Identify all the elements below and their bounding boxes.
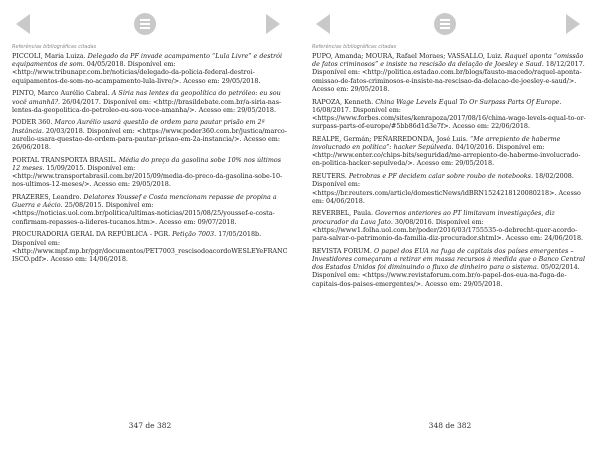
reference-entry — [12, 230, 290, 263]
running-head: Referências bibliográficas citadas — [312, 44, 397, 50]
reference-details: . 16/08/2017. Disponível em: <https://www.forbes.com/sites/kenrapoza/2017/08/16/china-wage-levels-equal-to-or-surpass-parts-of-europe/#5bb86d1d3e7f>. Acesso em: 22/06/2018. — [312, 97, 586, 131]
reference-details: . 15/09/2015. Disponível em: <http://www.transportabrasil.com.br/2015/09/media-do-preco-da-gasolina-sobe-10-nos-ultimos-12-meses/>. Acesso em: 29/05/2018. — [12, 163, 283, 189]
menu-icon[interactable] — [134, 13, 156, 35]
reference-entry — [312, 98, 590, 131]
reference-details: . 04/05/2018. Disponível em: <http://www.tribunapr.com.br/noticias/delegado-da-policia-federal-destroi-equipamentos-de-som-no-acampamento-lula-livre/>. Acesso em: 29/05/2018. — [12, 60, 261, 85]
menu-icon[interactable] — [434, 13, 456, 35]
reference-entry — [12, 52, 290, 85]
reference-entry — [312, 52, 590, 93]
reference-title: Petrobras e PF decidem calar sobre roubo de notebooks — [348, 172, 531, 181]
reference-author: RAPOZA, Kenneth. — [312, 97, 376, 106]
nav-bar — [300, 10, 600, 38]
reference-author: PINTO, Marco Aurélio Cabral. — [12, 89, 112, 98]
reference-author: PROCURADORIA GERAL DA REPÚBLICA - PGR. — [12, 230, 173, 239]
reference-author: PRAZERES, Leandro. — [12, 193, 84, 202]
reference-entry — [12, 89, 290, 114]
reference-details: . 26/04/2017. Disponível em: <http://brasildebate.com.br/a-siria-nas-lentes-da-geopolitica-do-petroleo-eu-sou-voce-amanha/>. Acesso em: 29/05/2018. — [12, 97, 282, 114]
reference-details: . 17/05/2018b. Disponível em: <http://www.mpf.mp.br/pgr/documentos/PET7003_rescisodoacordoWESLEYeFRANCISCO.pdf>. Acesso em: 14/06/2018. — [12, 230, 288, 263]
next-page-arrow-icon[interactable] — [566, 14, 580, 34]
reference-list — [12, 52, 290, 268]
reference-title: “Me arrepiento de haberme involucrado en política”: hacker Sepúlveda — [312, 134, 561, 152]
reference-title: Delegado da PF invade acampamento “Lula Livre” e destrói equipamentos de som — [12, 52, 282, 69]
reference-entry — [12, 118, 290, 151]
reference-title: Governos anteriores ao PT limitavam investigações, diz procurador da Lava Jato — [312, 209, 555, 226]
next-page-arrow-icon[interactable] — [266, 14, 280, 34]
reference-entry — [312, 135, 590, 168]
reference-details: . 20/03/2018. Disponível em: <https://www.poder360.com.br/justica/marco-aurelio-usara-questao-de-ordem-para-pautar-prisao-em-2a-instancia/>. Acesso em: 26/06/2018. — [12, 126, 287, 152]
reference-entry — [312, 247, 590, 288]
reference-entry — [312, 209, 590, 242]
reference-author: PODER 360. — [12, 118, 55, 127]
previous-page-arrow-icon[interactable] — [316, 14, 330, 34]
previous-page-arrow-icon[interactable] — [16, 14, 30, 34]
reference-title: A Síria nas lentes da geopolítica do petróleo: eu sou você amanhã? — [12, 89, 281, 106]
reference-title: China Wage Levels Equal To Or Surpass Parts Of Europe — [375, 97, 560, 106]
right-page — [300, 0, 600, 450]
reference-title: O papel dos EUA na fuga de capitais dos países emergentes – Investidores começaram a retirar em massa recursos à medida que o Banco Central dos Estados Unidos foi diminuindo o fluxo de dinheiro para o sistema — [312, 246, 586, 272]
reference-entry — [12, 156, 290, 189]
reference-author: REUTERS. — [312, 172, 349, 181]
reference-details: . 04/10/2016. Disponível em: <http://www.enter.co/chips-bits/seguridad/me-arrepiento-de-haberme-involucrado-en-politica-hacker-sepulveda/>. Acesso em: 29/05/2018. — [312, 143, 581, 168]
reference-details: . 18/12/2017. Disponível em: <http://politica.estadao.com.br/blogs/fausto-macedo/raquel-aponta-omissao-de-fatos-criminosos-e-insiste-na-rescisao-da-delacao-de-joesley-e-saud/>. Acesso em: 29/05/2018. — [312, 60, 585, 93]
page-number: 347 de 382 — [128, 421, 172, 430]
reference-title: Marco Aurélio usará questão de ordem para pautar prisão em 2ª Instância — [12, 118, 265, 135]
nav-bar — [0, 10, 300, 38]
reference-author: REVISTA FORUM. — [312, 246, 375, 255]
reference-author: PUPO, Amanda; MOURA, Rafael Moraes; VASSALLO, Luiz. — [312, 52, 505, 60]
reference-title: Delatores Youssef e Costa mencionam repasse de propina a Guerra e Aécio — [12, 193, 277, 210]
reference-title: Média do preço da gasolina sobe 10% nos últimos 12 meses — [12, 155, 282, 172]
reference-details: . 05/02/2014. Disponível em: <https://www.revistaforum.com.br/o-papel-dos-eua-na-fuga-de-capitais-dos-paises-emergentes/>. Acesso em: 29/05/2018. — [312, 263, 580, 288]
reference-entry — [312, 172, 590, 205]
reference-title: Raquel aponta “omissão de fatos criminosos” e insiste na rescisão da delação de Joesley e Saud — [312, 52, 584, 69]
reference-details: . 18/02/2008. Disponível em: <https://br.reuters.com/article/domesticNews/idBRN1524218120080218>. Acesso em: 04/06/2018. — [312, 172, 581, 205]
reference-details: . 30/08/2016. Disponível em: <https://www1.folha.uol.com.br/poder/2016/03/1755535-o-debrecht-quer-acordo-para-salvar-o-patrimonio-da-familia-diz-procurador.shtml>. Acesso em: 24/06/2018. — [312, 217, 584, 243]
reference-list — [312, 52, 590, 292]
reference-author: PORTAL TRANSPORTA BRASIL. — [12, 155, 119, 164]
reference-entry — [12, 193, 290, 226]
reference-author: REVERBEL, Paula. — [312, 209, 376, 218]
reference-title: Petição 7003 — [172, 230, 215, 239]
page-number: 348 de 382 — [428, 421, 472, 430]
reference-author: PICCOLI, Maria Luiza. — [12, 52, 88, 60]
reference-author: REALPE, Germán; PEÑARREDONDA, José Luis. — [312, 134, 470, 143]
running-head: Referências bibliográficas citadas — [12, 44, 97, 50]
reference-details: . 25/08/2015. Disponível em: <https://noticias.uol.com.br/politica/ultimas-noticias/2015/08/25/youssef-e-costa-confirmam-repasses-a-lideres-tucanos.htm>. Acesso em: 09/07/2018. — [12, 201, 275, 226]
